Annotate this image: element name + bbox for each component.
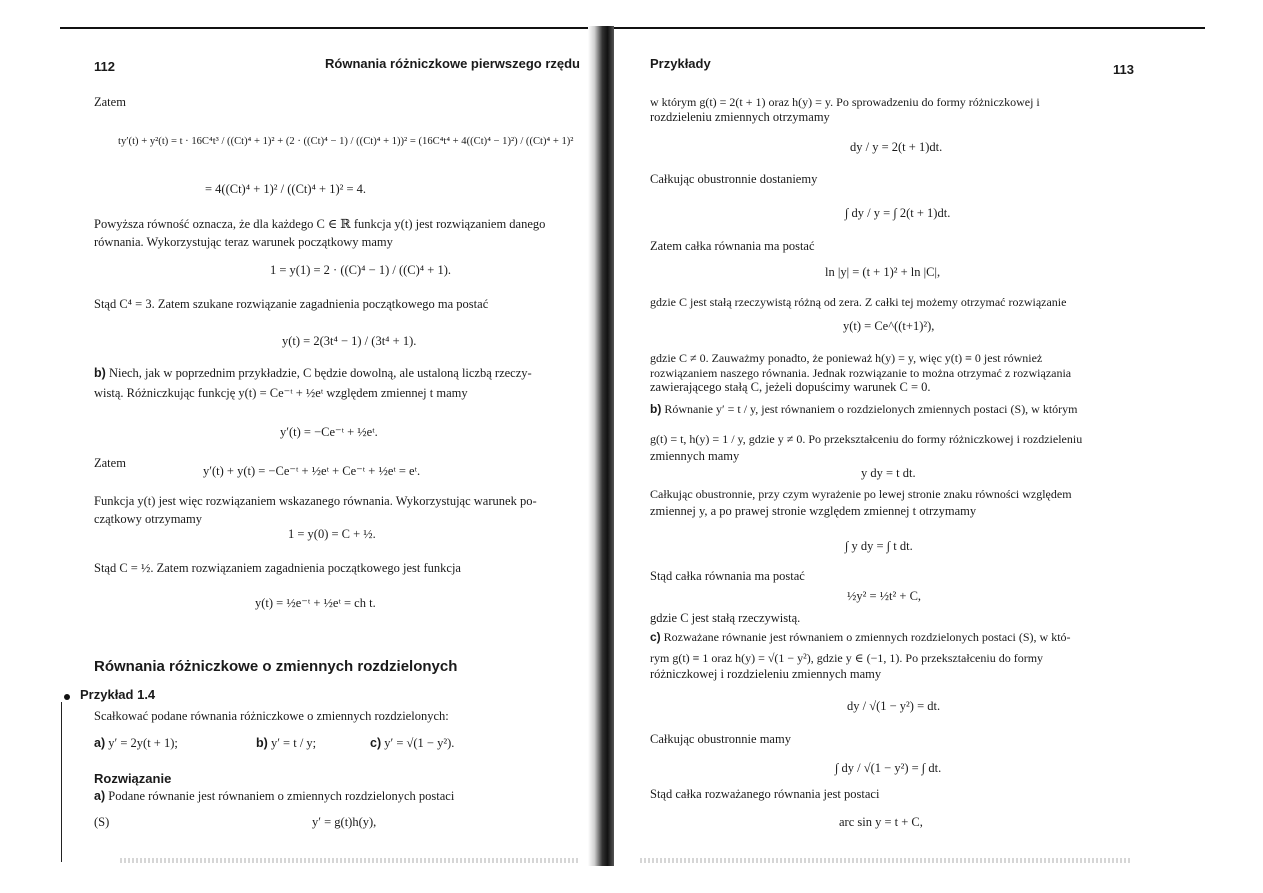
equation: 1 = y(1) = 2 · ((C)⁴ − 1) / ((C)⁴ + 1). <box>270 263 451 277</box>
equation: ∫ dy / √(1 − y²) = ∫ dt. <box>835 761 942 775</box>
part-label: a) <box>94 736 106 750</box>
text-line: Scałkować podane równania różniczkowe o zmiennych rozdzielonych: <box>94 709 449 723</box>
running-head: Równania różniczkowe pierwszego rzędu <box>325 56 580 71</box>
text-line: czątkowy otrzymamy <box>94 512 202 526</box>
equation: y′(t) + y(t) = −Ce⁻ᵗ + ½eᵗ + Ce⁻ᵗ + ½eᵗ = eᵗ. <box>203 464 421 478</box>
text-line: zawierającego stałą C, jeżeli dopuścimy warunek C = 0. <box>650 380 931 394</box>
text-line: Zatem <box>94 456 126 470</box>
text-line: Całkując obustronnie mamy <box>650 732 791 746</box>
equation: y′ = t / y; <box>270 736 317 750</box>
text-line: Całkując obustronnie dostaniemy <box>650 172 818 186</box>
text-line: Rozważane równanie jest równaniem o zmiennych rozdzielonych postaci (S), w któ- <box>663 630 1071 644</box>
text-line: g(t) = t, h(y) = 1 / y, gdzie y ≠ 0. Po przekształceniu do formy różniczkowej i rozdzieleniu <box>650 432 1083 446</box>
part-label: b) <box>94 366 106 380</box>
text-line: Równanie y′ = t / y, jest równaniem o rozdzielonych zmiennych postaci (S), w którym <box>664 402 1078 416</box>
text-line: zmiennych mamy <box>650 449 740 463</box>
equation: y dy = t dt. <box>861 466 916 480</box>
equation: y(t) = 2(3t⁴ − 1) / (3t⁴ + 1). <box>282 334 417 348</box>
text-line: Zatem całka równania ma postać <box>650 239 815 253</box>
text-line: zmiennej y, a po prawej stronie względem zmiennej t otrzymamy <box>650 504 977 518</box>
text-line: Stąd C⁴ = 3. Zatem szukane rozwiązanie zagadnienia początkowego ma postać <box>94 297 489 311</box>
example-title: Przykład 1.4 <box>80 687 156 702</box>
equation: y(t) = Ce^((t+1)²), <box>843 319 935 333</box>
equation: arc sin y = t + C, <box>839 815 923 829</box>
text-line: Funkcja y(t) jest więc rozwiązaniem wskazanego równania. Wykorzystując warunek po- <box>94 494 537 508</box>
equation: y′(t) = −Ce⁻ᵗ + ½eᵗ. <box>280 425 378 439</box>
equation: ∫ y dy = ∫ t dt. <box>845 539 913 553</box>
text-line: gdzie C jest stałą rzeczywistą. <box>650 611 801 625</box>
equation: y(t) = ½e⁻ᵗ + ½eᵗ = ch t. <box>255 596 376 610</box>
equation: dy / y = 2(t + 1)dt. <box>850 140 943 154</box>
equation: ∫ dy / y = ∫ 2(t + 1)dt. <box>845 206 951 220</box>
text-line: rozdzieleniu zmiennych otrzymamy <box>650 110 830 124</box>
text-line: (S) <box>94 815 110 829</box>
text-line: Stąd C = ½. Zatem rozwiązaniem zagadnienia początkowego jest funkcja <box>94 561 461 575</box>
scan-noise <box>640 858 1130 863</box>
part-label: a) <box>94 789 106 803</box>
page-number: 112 <box>94 59 115 74</box>
text-line: wistą. Różniczkując funkcję y(t) = Ce⁻ᵗ + ½eᵗ względem zmiennej t mamy <box>94 386 468 400</box>
text-line: Całkując obustronnie, przy czym wyrażenie po lewej stronie znaku równości względem <box>650 487 1072 501</box>
section-title: Równania różniczkowe o zmiennych rozdzielonych <box>94 658 458 675</box>
equation: = 4((Ct)⁴ + 1)² / ((Ct)⁴ + 1)² = 4. <box>205 182 367 196</box>
text-line: gdzie C jest stałą rzeczywistą różną od zera. Z całki tej możemy otrzymać rozwiązanie <box>650 295 1067 309</box>
text-line: równania. Wykorzystując teraz warunek początkowy mamy <box>94 235 393 249</box>
equation: ½y² = ½t² + C, <box>847 589 922 603</box>
bullet-icon <box>64 694 70 700</box>
margin-rule <box>61 702 62 862</box>
equation: dy / √(1 − y²) = dt. <box>847 699 941 713</box>
page-number: 113 <box>1113 62 1134 77</box>
left-page <box>60 0 585 893</box>
scan-noise <box>120 858 580 863</box>
solution-title: Rozwiązanie <box>94 771 172 786</box>
part-label: c) <box>650 630 661 644</box>
equation: y′ = 2y(t + 1); <box>108 736 178 750</box>
text-line: różniczkowej i rozdzieleniu zmiennych mamy <box>650 667 882 681</box>
part-label: c) <box>370 736 382 750</box>
right-page <box>625 0 1145 893</box>
text-line: Stąd całka równania ma postać <box>650 569 805 583</box>
text-line: Zatem <box>94 95 126 109</box>
part-label: b) <box>256 736 268 750</box>
text-line: Powyższa równość oznacza, że dla każdego C ∈ ℝ funkcja y(t) jest rozwiązaniem danego <box>94 217 546 231</box>
text-line: w którym g(t) = 2(t + 1) oraz h(y) = y. Po sprowadzeniu do formy różniczkowej i <box>650 95 1040 109</box>
text-line: Niech, jak w poprzednim przykładzie, C będzie dowolną, ale ustaloną liczbą rzeczy- <box>108 366 532 380</box>
text-line: Podane równanie jest równaniem o zmiennych rozdzielonych postaci <box>108 789 455 803</box>
text-line: gdzie C ≠ 0. Zauważmy ponadto, że ponieważ h(y) = y, więc y(t) ≡ 0 jest również <box>650 351 1043 365</box>
running-head: Przykłady <box>650 56 711 71</box>
part-label: b) <box>650 402 662 416</box>
equation: y′ = g(t)h(y), <box>312 815 377 829</box>
equation: ln |y| = (t + 1)² + ln |C|, <box>825 265 941 279</box>
equation: ty′(t) + y²(t) = t · 16C⁴t³ / ((Ct)⁴ + 1)² + (2 · ((Ct)⁴ − 1) / ((Ct)⁴ + 1))² = (16C⁴t⁴ + 4((Ct)⁴ − 1)²) / ((Ct)⁴ + 1)² <box>118 136 574 147</box>
text-line: Stąd całka rozważanego równania jest postaci <box>650 787 880 801</box>
equation: y′ = √(1 − y²). <box>384 736 455 750</box>
text-line: rozwiązaniem naszego równania. Jednak rozwiązanie to można otrzymać z rozwiązania <box>650 366 1072 380</box>
book-spine-shadow <box>588 26 614 866</box>
text-line: rym g(t) ≡ 1 oraz h(y) = √(1 − y²), gdzie y ∈ (−1, 1). Po przekształceniu do formy <box>650 651 1044 665</box>
equation: 1 = y(0) = C + ½. <box>288 527 376 541</box>
